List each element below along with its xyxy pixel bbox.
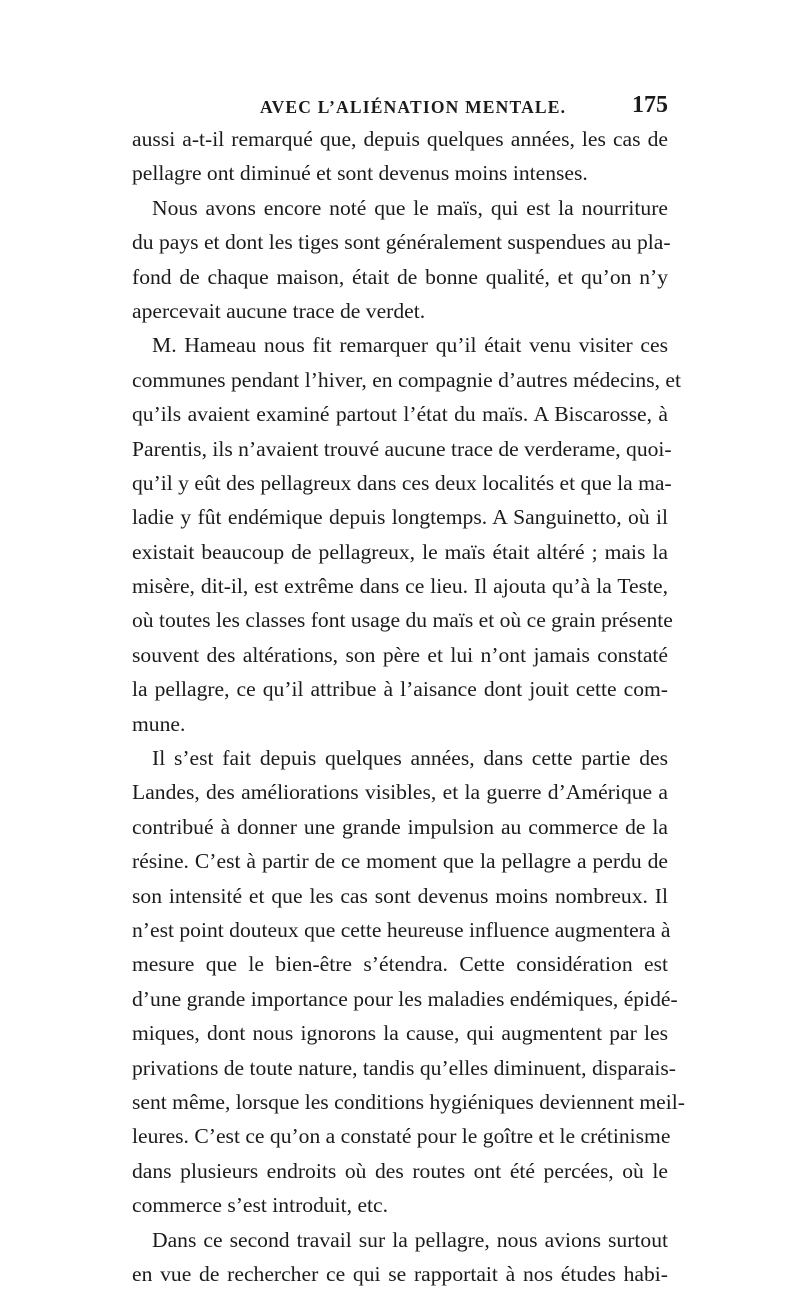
text-line: Nous avons encore noté que le maïs, qui est la nourriture (152, 195, 668, 220)
text-line: souvent des altérations, son père et lui n’ont jamais constaté (132, 642, 668, 667)
text-line: Dans ce second travail sur la pellagre, nous avions surtout (152, 1227, 668, 1252)
text-line: Parentis, ils n’avaient trouvé aucune trace de verderame, quoi- (132, 436, 672, 461)
text-line: privations de toute nature, tandis qu’elles diminuent, disparais- (132, 1055, 676, 1080)
text-line: Landes, des améliorations visibles, et la guerre d’Amérique a (132, 780, 668, 805)
body-text (132, 122, 685, 1291)
text-line: ladie y fût endémique depuis longtemps. A Sanguinetto, où il (132, 505, 668, 530)
running-title: AVEC L’ALIÉNATION MENTALE. (260, 97, 567, 117)
text-line: apercevait aucune trace de verdet. (132, 298, 426, 323)
text-line: dans plusieurs endroits où des routes ont été percées, où le (132, 1158, 668, 1183)
text-line: misère, dit-il, est extrême dans ce lieu. Il ajouta qu’à la Teste, (132, 574, 668, 599)
text-line: fond de chaque maison, était de bonne qualité, et qu’on n’y (132, 264, 668, 289)
text-line: leures. C’est ce qu’on a constaté pour le goître et le crétinisme (132, 1124, 671, 1149)
text-line: qu’il y eût des pellagreux dans ces deux localités et que la ma- (132, 470, 672, 495)
text-line: où toutes les classes font usage du maïs et où ce grain présente (132, 608, 673, 633)
text-line: résine. C’est à partir de ce moment que la pellagre a perdu de (132, 849, 668, 874)
text-line: son intensité et que les cas sont devenus moins nombreux. Il (132, 883, 668, 908)
text-line: mune. (132, 711, 186, 736)
text-line: n’est point douteux que cette heureuse influence augmentera à (132, 917, 671, 942)
text-line: communes pendant l’hiver, en compagnie d’autres médecins, et (132, 367, 681, 392)
text-line: d’une grande importance pour les maladies endémiques, épidé- (132, 986, 678, 1011)
page-number: 175 (632, 92, 668, 118)
text-line: existait beaucoup de pellagreux, le maïs était altéré ; mais la (132, 539, 668, 564)
text-line: en vue de rechercher ce qui se rapportait à nos études habi- (132, 1261, 668, 1286)
text-line: commerce s’est introduit, etc. (132, 1193, 389, 1218)
running-head (132, 92, 668, 122)
text-line: sent même, lorsque les conditions hygiéniques deviennent meil- (132, 1089, 685, 1114)
text-line: mesure que le bien-être s’étendra. Cette considération est (132, 952, 668, 977)
text-line: pellagre ont diminué et sont devenus moins intenses. (132, 161, 588, 186)
text-line: contribué à donner une grande impulsion au commerce de la (132, 814, 668, 839)
text-line: aussi a-t-il remarqué que, depuis quelques années, les cas de (132, 127, 668, 151)
text-line: miques, dont nous ignorons la cause, qui augmentent par les (132, 1021, 668, 1046)
text-line: M. Hameau nous fit remarquer qu’il était venu visiter ces (152, 333, 668, 358)
text-line: Il s’est fait depuis quelques années, dans cette partie des (152, 746, 668, 771)
text-line: du pays et dont les tiges sont généralement suspendues au pla- (132, 230, 671, 255)
text-line: la pellagre, ce qu’il attribue à l’aisance dont jouit cette com- (132, 677, 668, 702)
text-line: qu’ils avaient examiné partout l’état du maïs. A Biscarosse, à (132, 402, 668, 427)
